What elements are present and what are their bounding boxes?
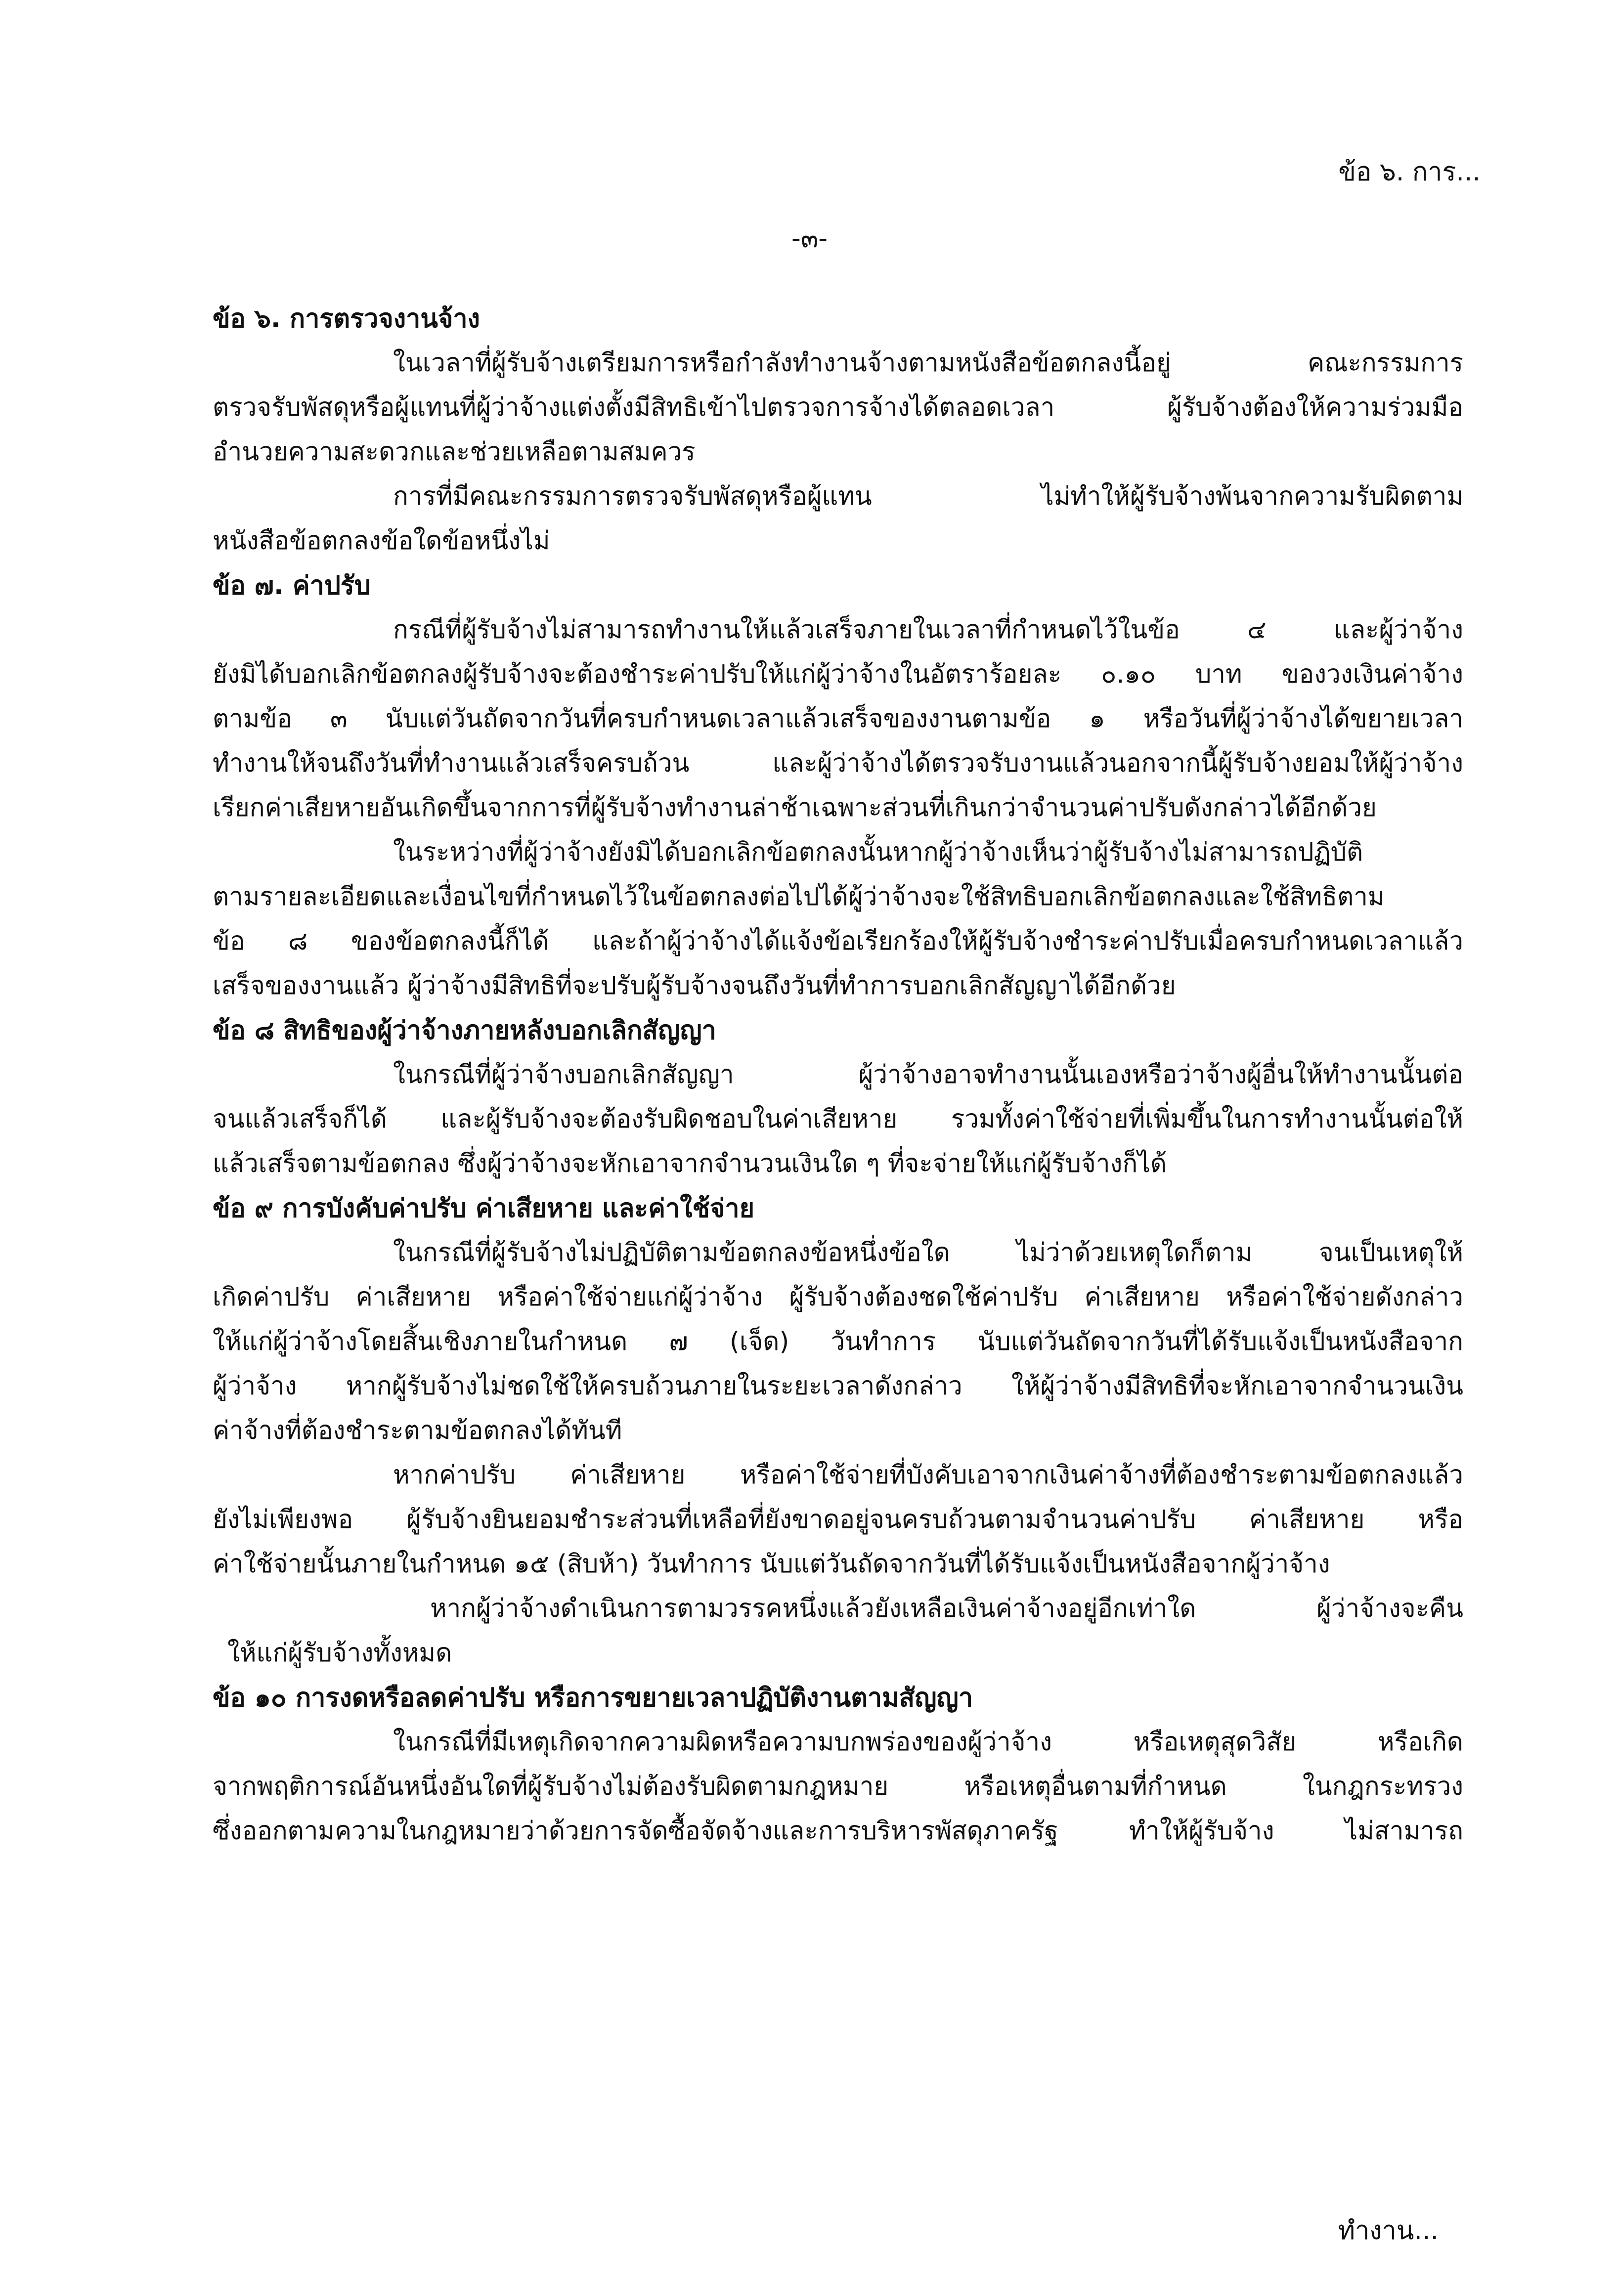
clause-10-line: จากพฤติการณ์อันหนึ่งอันใดที่ผู้รับจ้างไม่ต้องรับผิดตามกฎหมาย หรือเหตุอื่นตามที่กำหนด ในกฎกระทรวง xyxy=(213,1772,1463,1801)
clause-6-line: อำนวยความสะดวกและช่วยเหลือตามสมควร xyxy=(213,437,696,467)
clause-7-line: ในระหว่างที่ผู้ว่าจ้างยังมิได้บอกเลิกข้อตกลงนั้นหากผู้ว่าจ้างเห็นว่าผู้รับจ้างไม่สามารถปฏิบัติ xyxy=(393,838,1363,867)
document-body xyxy=(213,297,1463,1854)
clause-6-line: หนังสือข้อตกลงข้อใดข้อหนึ่งไม่ xyxy=(213,526,550,556)
clause-9-line: ผู้ว่าจ้าง หากผู้รับจ้างไม่ชดใช้ให้ครบถ้วนภายในระยะเวลาดังกล่าว ให้ผู้ว่าจ้างมีสิทธิที่จะหักเอาจากจำนวนเงิน xyxy=(213,1372,1463,1401)
clause-7-line: ทำงานให้จนถึงวันที่ทำงานแล้วเสร็จครบถ้วน และผู้ว่าจ้างได้ตรวจรับงานแล้วนอกจากนี้ผู้รับจ้างยอมให้ผู้ว่าจ้าง xyxy=(213,749,1463,778)
clause-9-line: ค่าใช้จ่ายนั้นภายในกำหนด ๑๕ (สิบห้า) วันทำการ นับแต่วันถัดจากวันที่ได้รับแจ้งเป็นหนังสือจากผู้ว่าจ้าง xyxy=(213,1550,1330,1579)
clause-9-line: หากค่าปรับ ค่าเสียหาย หรือค่าใช้จ่ายที่บังคับเอาจากเงินค่าจ้างที่ต้องชำระตามข้อตกลงแล้ว xyxy=(393,1461,1463,1490)
clause-9-line: หากผู้ว่าจ้างดำเนินการตามวรรคหนึ่งแล้วยังเหลือเงินค่าจ้างอยู่อีกเท่าใด ผู้ว่าจ้างจะคืน xyxy=(430,1594,1463,1623)
clause-7-line: ข้อ ๘ ของข้อตกลงนี้ก็ได้ และถ้าผู้ว่าจ้างได้แจ้งข้อเรียกร้องให้ผู้รับจ้างชำระค่าปรับเมื่อครบกำหนดเวลาแล้ว xyxy=(213,927,1463,956)
clause-8-heading: ข้อ ๘ สิทธิของผู้ว่าจ้างภายหลังบอกเลิกสัญญา xyxy=(213,1016,716,1045)
clause-10-line: ซึ่งออกตามความในกฎหมายว่าด้วยการจัดซื้อจัดจ้างและการบริหารพัสดุภาครัฐ ทำให้ผู้รับจ้าง ไม่สามารถ xyxy=(213,1817,1463,1846)
clause-7-line: ตามข้อ ๓ นับแต่วันถัดจากวันที่ครบกำหนดเวลาแล้วเสร็จของงานตามข้อ ๑ หรือวันที่ผู้ว่าจ้างได้ขยายเวลา xyxy=(213,704,1463,734)
clause-7-line: กรณีที่ผู้รับจ้างไม่สามารถทำงานให้แล้วเสร็จภายในเวลาที่กำหนดไว้ในข้อ ๔ และผู้ว่าจ้าง xyxy=(393,615,1463,645)
clause-9-line: เกิดค่าปรับ ค่าเสียหาย หรือค่าใช้จ่ายแก่ผู้ว่าจ้าง ผู้รับจ้างต้องชดใช้ค่าปรับ ค่าเสียหาย หรือค่าใช้จ่ายดังกล่าว xyxy=(213,1283,1463,1312)
page-number: -๓- xyxy=(791,224,828,254)
clause-10-heading: ข้อ ๑๐ การงดหรือลดค่าปรับ หรือการขยายเวลาปฏิบัติงานตามสัญญา xyxy=(213,1683,973,1713)
clause-7-line: เรียกค่าเสียหายอันเกิดขึ้นจากการที่ผู้รับจ้างทำงานล่าช้าเฉพาะส่วนที่เกินกว่าจำนวนค่าปรับดังกล่าวได้อีกด้วย xyxy=(213,793,1377,823)
footer-continuation: ทำงาน... xyxy=(1338,2216,1439,2246)
clause-7-line: ตามรายละเอียดและเงื่อนไขที่กำหนดไว้ในข้อตกลงต่อไปได้ผู้ว่าจ้างจะใช้สิทธิบอกเลิกข้อตกลงและใช้สิทธิตาม xyxy=(213,882,1385,911)
clause-9-heading: ข้อ ๙ การบังคับค่าปรับ ค่าเสียหาย และค่าใช้จ่าย xyxy=(213,1194,755,1223)
clause-8-line: ในกรณีที่ผู้ว่าจ้างบอกเลิกสัญญา ผู้ว่าจ้างอาจทำงานนั้นเองหรือว่าจ้างผู้อื่นให้ทำงานนั้นต่อ xyxy=(393,1060,1463,1089)
clause-7-heading: ข้อ ๗. ค่าปรับ xyxy=(213,571,371,601)
clause-10-line: ในกรณีที่มีเหตุเกิดจากความผิดหรือความบกพร่องของผู้ว่าจ้าง หรือเหตุสุดวิสัย หรือเกิด xyxy=(393,1728,1463,1757)
clause-9-line: ให้แก่ผู้ว่าจ้างโดยสิ้นเชิงภายในกำหนด ๗ (เจ็ด) วันทำการ นับแต่วันถัดจากวันที่ได้รับแจ้งเป็นหนังสือจาก xyxy=(213,1327,1463,1356)
clause-8-line: แล้วเสร็จตามข้อตกลง ซึ่งผู้ว่าจ้างจะหักเอาจากจำนวนเงินใด ๆ ที่จะจ่ายให้แก่ผู้รับจ้างก็ได้ xyxy=(213,1149,1167,1178)
clause-9-line: ในกรณีที่ผู้รับจ้างไม่ปฏิบัติตามข้อตกลงข้อหนึ่งข้อใด ไม่ว่าด้วยเหตุใดก็ตาม จนเป็นเหตุให้ xyxy=(393,1238,1463,1267)
clause-9-line: ยังไม่เพียงพอ ผู้รับจ้างยินยอมชำระส่วนที่เหลือที่ยังขาดอยู่จนครบถ้วนตามจำนวนค่าปรับ ค่าเสียหาย หรือ xyxy=(213,1505,1463,1534)
clause-9-line: ค่าจ้างที่ต้องชำระตามข้อตกลงได้ทันที xyxy=(213,1416,622,1445)
clause-6-heading: ข้อ ๖. การตรวจงานจ้าง xyxy=(213,304,480,334)
clause-7-line: ยังมิได้บอกเลิกข้อตกลงผู้รับจ้างจะต้องชำระค่าปรับให้แก่ผู้ว่าจ้างในอัตราร้อยละ ๐.๑๐ บาท ของวงเงินค่าจ้าง xyxy=(213,660,1463,689)
clause-6-line: การที่มีคณะกรรมการตรวจรับพัสดุหรือผู้แทน ไม่ทำให้ผู้รับจ้างพ้นจากความรับผิดตาม xyxy=(393,482,1463,511)
clause-6-line: ตรวจรับพัสดุหรือผู้แทนที่ผู้ว่าจ้างแต่งตั้งมีสิทธิเข้าไปตรวจการจ้างได้ตลอดเวลา ผู้รับจ้างต้องให้ความร่วมมือ xyxy=(213,393,1463,422)
clause-6-line: ในเวลาที่ผู้รับจ้างเตรียมการหรือกำลังทำงานจ้างตามหนังสือข้อตกลงนี้อยู่ คณะกรรมการ xyxy=(393,348,1463,378)
clause-7-line: เสร็จของงานแล้ว ผู้ว่าจ้างมีสิทธิที่จะปรับผู้รับจ้างจนถึงวันที่ทำการบอกเลิกสัญญาได้อีกด้วย xyxy=(213,971,1176,1000)
header-continuation: ข้อ ๖. การ... xyxy=(1338,157,1481,187)
clause-8-line: จนแล้วเสร็จก็ได้ และผู้รับจ้างจะต้องรับผิดชอบในค่าเสียหาย รวมทั้งค่าใช้จ่ายที่เพิ่มขึ้นในการทำงานนั้นต่อให้ xyxy=(213,1105,1463,1134)
clause-9-line: ให้แก่ผู้รับจ้างทั้งหมด xyxy=(227,1639,452,1668)
